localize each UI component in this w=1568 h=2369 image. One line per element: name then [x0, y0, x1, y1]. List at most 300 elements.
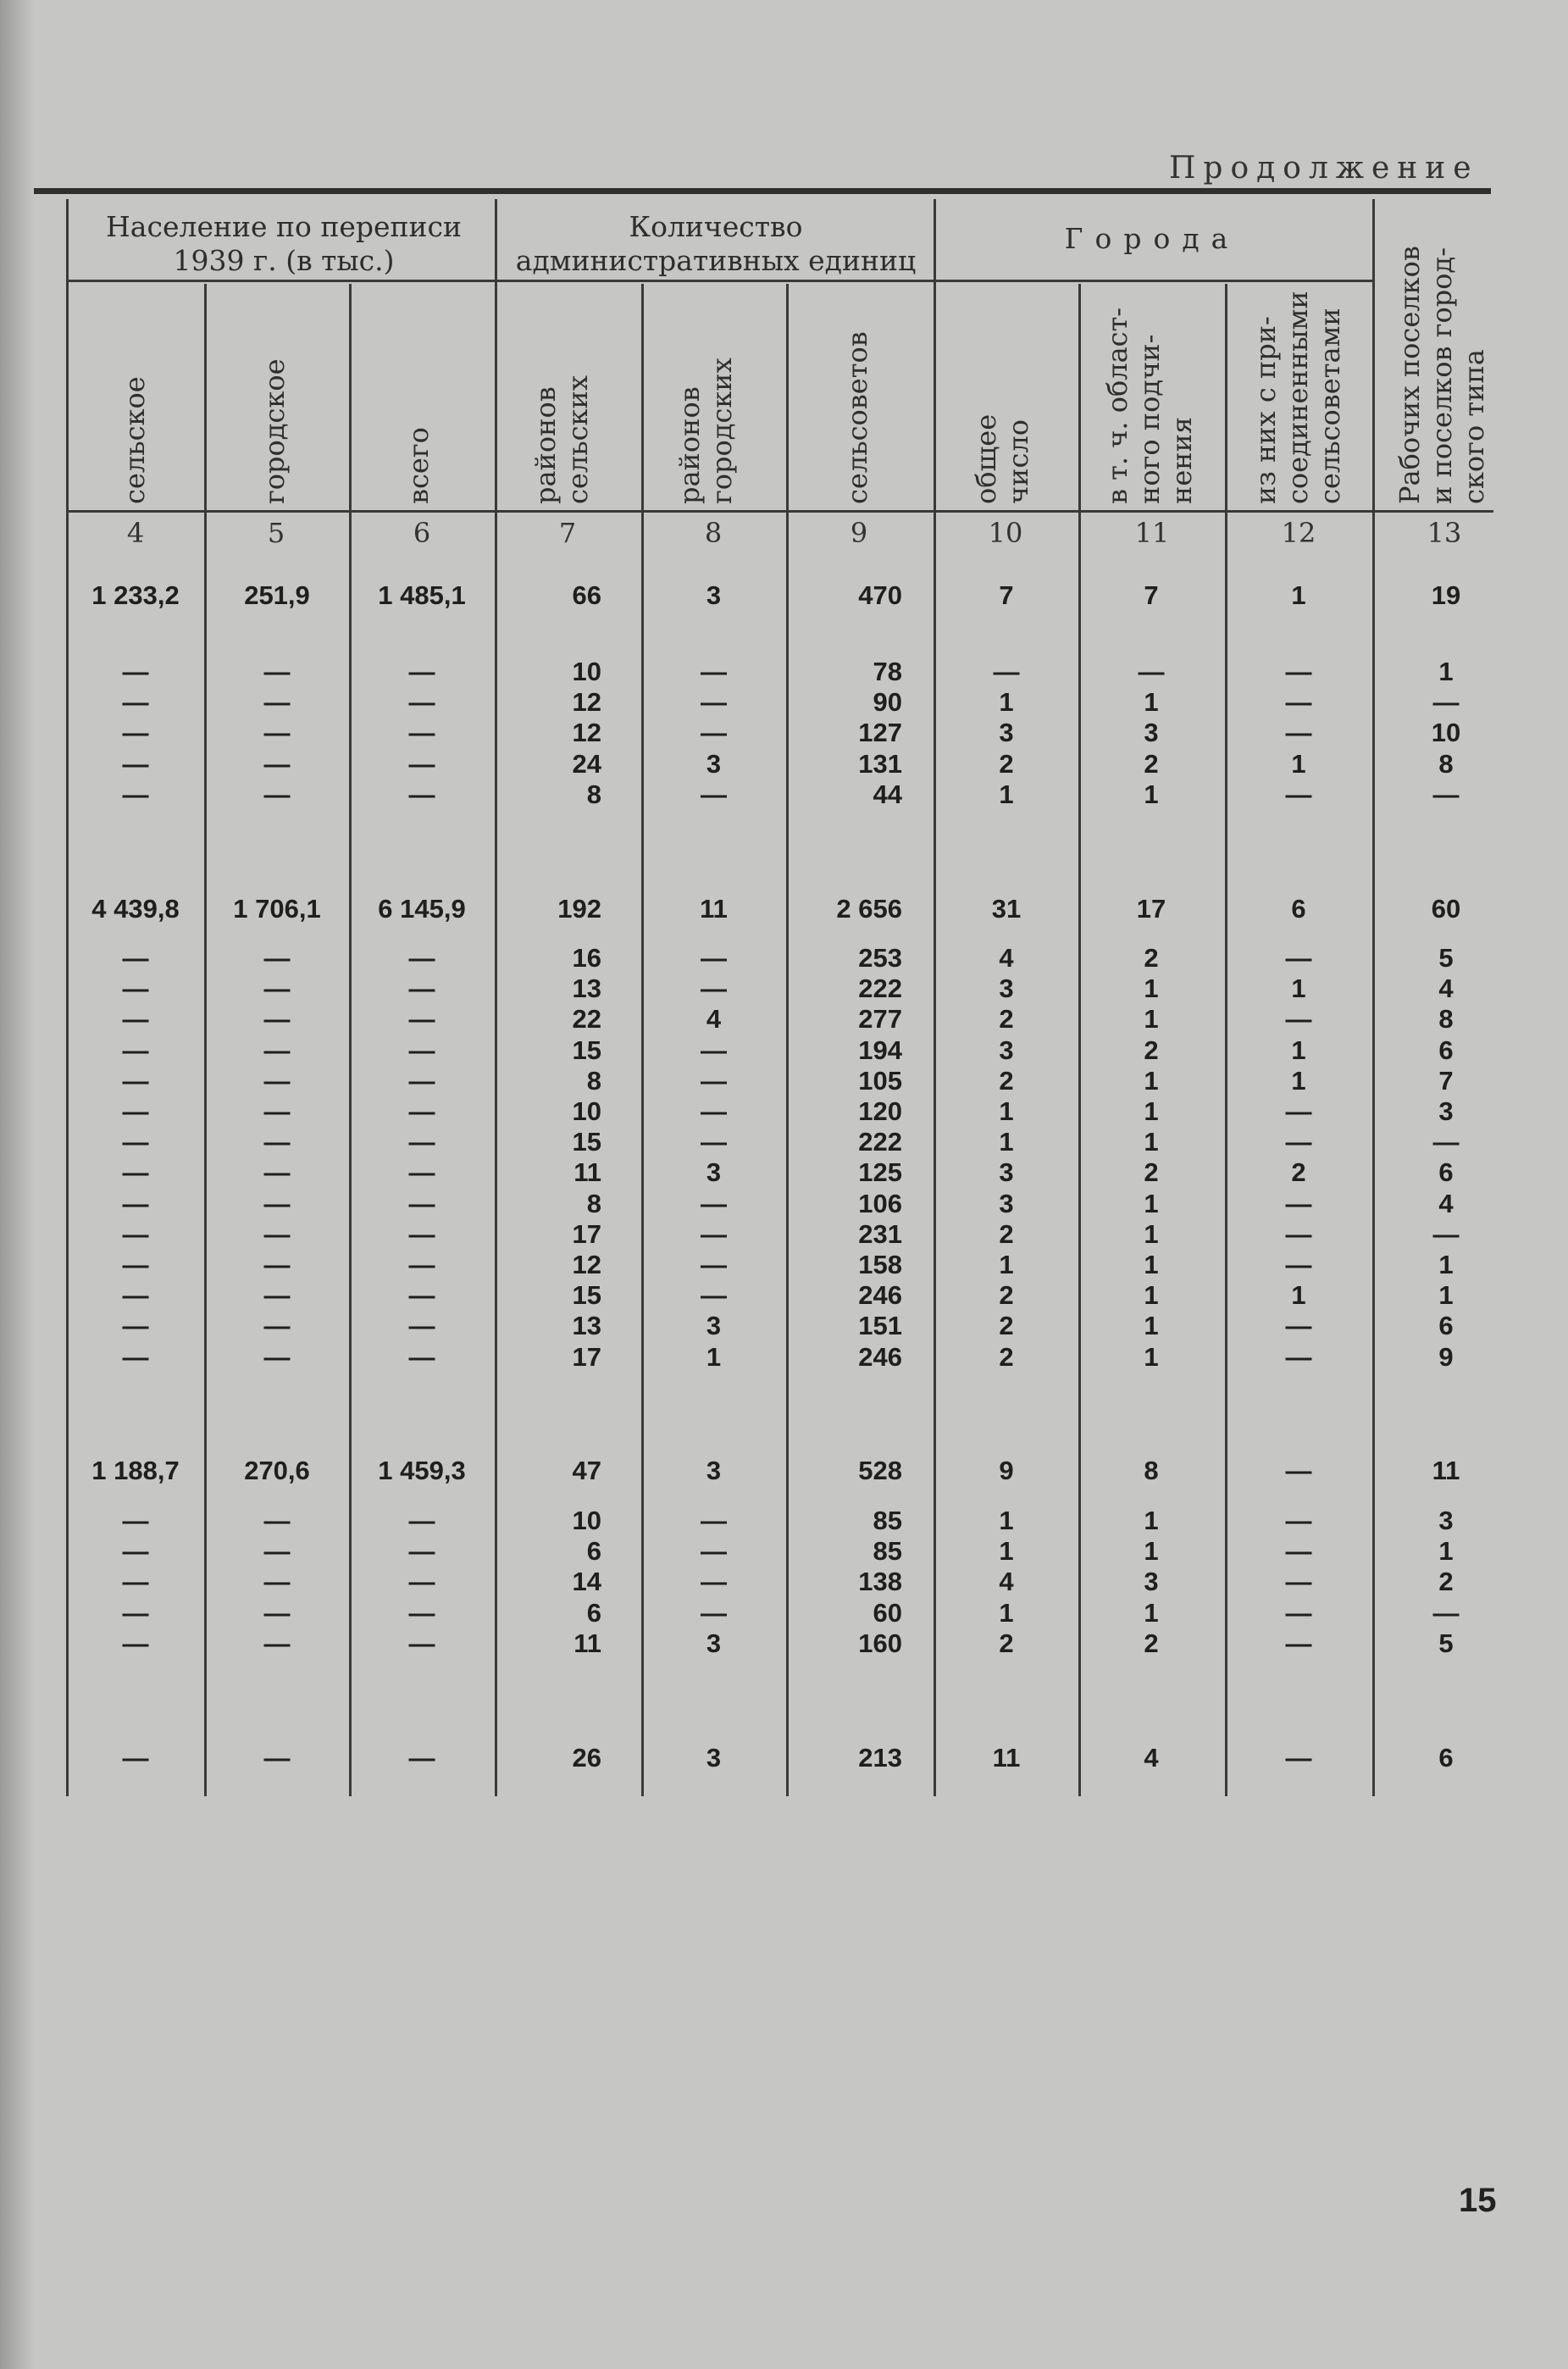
block-1-row-12-cell-col-11: 1: [1144, 1311, 1159, 1341]
block-1-row-12-cell-col-10: 2: [999, 1311, 1014, 1341]
col-header-12: из них с при- соединенными сельсоветами: [1249, 291, 1346, 504]
block-0-row-1-cell-col-8: —: [701, 687, 727, 718]
block-1-row-1-cell-col-13: 4: [1438, 974, 1454, 1004]
block-1-row-5-cell-col-5: —: [263, 1096, 291, 1126]
block-2-row-1-cell-col-7: 6: [586, 1536, 601, 1567]
block-2-total-cell-col-7: 47: [572, 1456, 601, 1485]
block-1-row-0-cell-col-8: —: [701, 943, 727, 973]
block-0-row-3-cell-col-13: 8: [1438, 748, 1454, 779]
block-1-row-11-cell-col-5: —: [263, 1280, 291, 1311]
block-1-row-4-cell-col-12: 1: [1291, 1065, 1306, 1096]
block-2-row-3-cell-col-8: —: [701, 1597, 727, 1628]
block-1-row-1-cell-col-8: —: [701, 974, 727, 1004]
block-0-row-0-cell-col-8: —: [701, 657, 727, 686]
block-1-row-9-cell-col-5: —: [263, 1218, 291, 1249]
block-1-row-9-cell-col-10: 2: [999, 1218, 1014, 1249]
block-2-total-cell-col-13: 11: [1432, 1456, 1460, 1485]
block-1-row-4-cell-col-13: 7: [1438, 1065, 1454, 1096]
col-num-7: 7: [558, 517, 577, 549]
block-1-row-9-cell-col-9: 231: [858, 1218, 902, 1249]
block-0-row-4-cell-col-11: 1: [1144, 779, 1159, 809]
block-1-row-9-cell-col-11: 1: [1144, 1218, 1159, 1249]
block-1-row-13-cell-col-6: —: [408, 1341, 435, 1372]
block-2-row-4-cell-col-8: 3: [706, 1628, 722, 1658]
block-2-row-4-cell-col-7: 11: [573, 1628, 601, 1658]
block-1-row-0-cell-col-4: —: [122, 943, 149, 973]
block-1-row-11-cell-col-13: 1: [1438, 1280, 1454, 1311]
block-2-row-2-cell-col-6: —: [408, 1567, 435, 1597]
block-2-row-0-cell-col-11: 1: [1144, 1506, 1159, 1535]
block-1-row-6-cell-col-4: —: [122, 1127, 149, 1157]
block-0-row-3-cell-col-9: 131: [858, 748, 902, 779]
block-1-total-cell-col-9: 2 656: [836, 894, 902, 924]
block-1-row-4-cell-col-11: 1: [1144, 1065, 1159, 1096]
block-0-total-cell-col-10: 7: [999, 580, 1014, 610]
block-1-row-6-cell-col-8: —: [701, 1127, 727, 1157]
block-1-row-0-cell-col-13: 5: [1438, 943, 1454, 973]
block-1-row-11-cell-col-7: 15: [572, 1280, 601, 1311]
block-1-row-4-cell-col-9: 105: [858, 1065, 902, 1096]
block-2-row-3-cell-col-7: 6: [586, 1597, 601, 1628]
page-edge-shadow: [0, 0, 34, 2369]
block-1-row-9-cell-col-8: —: [701, 1218, 727, 1249]
col-header-7: районов сельских: [529, 375, 594, 504]
block-1-row-2-cell-col-9: 277: [858, 1004, 902, 1035]
block-1-row-5-cell-col-7: 10: [572, 1096, 601, 1126]
block-0-row-3-cell-col-10: 2: [999, 748, 1014, 779]
block-2-row-1-cell-col-4: —: [122, 1536, 149, 1567]
block-2-row-2-cell-col-4: —: [122, 1567, 149, 1597]
block-3-total-cell-col-7: 26: [572, 1743, 601, 1773]
col-num-9: 9: [850, 517, 868, 549]
block-1-row-4-cell-col-5: —: [263, 1065, 291, 1096]
block-1-row-8-cell-col-7: 8: [586, 1188, 601, 1218]
block-2-row-0-cell-col-9: 85: [873, 1506, 902, 1535]
block-2-row-0-cell-col-5: —: [263, 1506, 291, 1535]
block-2-row-0-cell-col-13: 3: [1438, 1506, 1454, 1535]
block-1-row-9-cell-col-7: 17: [572, 1218, 601, 1249]
block-0-row-4-cell-col-8: —: [701, 779, 727, 809]
block-1-row-7-cell-col-13: 6: [1438, 1157, 1454, 1188]
block-1-row-5-cell-col-10: 1: [999, 1096, 1014, 1126]
block-1-total-cell-col-13: 60: [1431, 894, 1461, 924]
block-3-total-cell-col-9: 213: [858, 1743, 902, 1773]
block-1-row-13-cell-col-5: —: [263, 1341, 291, 1372]
block-0-row-2-cell-col-12: —: [1285, 718, 1312, 748]
block-1-row-10-cell-col-4: —: [122, 1250, 149, 1279]
block-1-row-7-cell-col-7: 11: [573, 1157, 601, 1188]
block-1-row-12-cell-col-5: —: [263, 1311, 291, 1341]
block-1-row-3-cell-col-9: 194: [858, 1035, 902, 1065]
block-2-row-4-cell-col-12: —: [1285, 1628, 1312, 1658]
block-1-row-12-cell-col-13: 6: [1438, 1311, 1454, 1341]
header-bottom-rule: [66, 510, 1493, 513]
block-1-row-9-cell-col-6: —: [408, 1218, 435, 1249]
block-2-row-4-cell-col-4: —: [122, 1628, 149, 1658]
col-header-8: районов городских: [673, 358, 738, 504]
block-3-total-cell-col-10: 11: [992, 1743, 1021, 1773]
block-2-row-3-cell-col-12: —: [1285, 1597, 1312, 1628]
col-header-10: общее число: [970, 413, 1034, 504]
block-1-row-3-cell-col-12: 1: [1291, 1035, 1306, 1065]
block-1-row-12-cell-col-12: —: [1285, 1311, 1312, 1341]
block-1-row-13-cell-col-7: 17: [572, 1341, 601, 1372]
block-1-row-5-cell-col-4: —: [122, 1096, 149, 1126]
block-2-total-cell-col-9: 528: [858, 1456, 902, 1485]
block-0-row-1-cell-col-7: 12: [572, 687, 601, 718]
block-1-row-8-cell-col-6: —: [408, 1188, 435, 1218]
col-num-13: 13: [1427, 517, 1462, 549]
block-2-row-0-cell-col-10: 1: [999, 1506, 1014, 1535]
block-1-row-6-cell-col-11: 1: [1144, 1127, 1159, 1157]
block-0-row-2-cell-col-9: 127: [858, 718, 902, 748]
group-title-admin: Количество административных единиц: [515, 210, 917, 277]
block-1-row-7-cell-col-10: 3: [999, 1157, 1014, 1188]
block-1-row-1-cell-col-7: 13: [572, 974, 601, 1004]
block-2-row-2-cell-col-5: —: [263, 1567, 291, 1597]
block-1-row-11-cell-col-9: 246: [858, 1280, 902, 1311]
block-2-row-3-cell-col-11: 1: [1144, 1597, 1159, 1628]
block-1-row-8-cell-col-9: 106: [858, 1188, 902, 1218]
block-0-row-4-cell-col-6: —: [408, 779, 435, 809]
block-1-row-1-cell-col-4: —: [122, 974, 149, 1004]
col-header-6: всего: [402, 427, 435, 504]
block-1-row-0-cell-col-11: 2: [1144, 943, 1159, 973]
block-2-row-2-cell-col-7: 14: [572, 1567, 601, 1597]
block-2-row-4-cell-col-11: 2: [1144, 1628, 1159, 1658]
block-1-row-8-cell-col-12: —: [1285, 1188, 1312, 1218]
block-1-row-2-cell-col-8: 4: [706, 1004, 722, 1035]
block-2-row-4-cell-col-10: 2: [999, 1628, 1014, 1658]
block-0-total-cell-col-5: 251,9: [244, 580, 310, 610]
block-2-row-1-cell-col-12: —: [1285, 1536, 1312, 1567]
block-2-row-2-cell-col-8: —: [701, 1567, 727, 1597]
block-1-row-6-cell-col-6: —: [408, 1127, 435, 1157]
block-0-row-3-cell-col-4: —: [122, 748, 149, 779]
block-1-total-cell-col-6: 6 145,9: [378, 894, 466, 924]
block-2-row-1-cell-col-6: —: [408, 1536, 435, 1567]
block-0-row-1-cell-col-5: —: [263, 687, 291, 718]
block-1-row-4-cell-col-6: —: [408, 1065, 435, 1096]
block-1-row-1-cell-col-12: 1: [1291, 974, 1306, 1004]
page-number: 15: [1459, 2182, 1497, 2219]
block-0-row-1-cell-col-12: —: [1285, 687, 1312, 718]
block-1-row-5-cell-col-9: 120: [858, 1096, 902, 1126]
block-1-row-10-cell-col-7: 12: [572, 1250, 601, 1279]
block-1-row-0-cell-col-7: 16: [572, 943, 601, 973]
block-1-row-8-cell-col-13: 4: [1438, 1188, 1454, 1218]
block-1-row-7-cell-col-12: 2: [1291, 1157, 1306, 1188]
block-1-row-9-cell-col-4: —: [122, 1218, 149, 1249]
block-1-row-8-cell-col-4: —: [122, 1188, 149, 1218]
block-1-row-4-cell-col-10: 2: [999, 1065, 1014, 1096]
block-0-row-0-cell-col-5: —: [263, 657, 291, 686]
block-0-total-cell-col-4: 1 233,2: [91, 580, 180, 610]
block-0-total-cell-col-8: 3: [706, 580, 722, 610]
block-0-row-2-cell-col-4: —: [122, 718, 149, 748]
block-1-row-10-cell-col-6: —: [408, 1250, 435, 1279]
block-1-row-6-cell-col-9: 222: [858, 1127, 902, 1157]
block-1-row-12-cell-col-9: 151: [858, 1311, 902, 1341]
block-2-total-cell-col-11: 8: [1144, 1456, 1159, 1485]
block-1-row-12-cell-col-4: —: [122, 1311, 149, 1341]
group-rule-admin: [495, 280, 934, 282]
block-1-row-8-cell-col-5: —: [263, 1188, 291, 1218]
block-1-row-5-cell-col-12: —: [1285, 1096, 1312, 1126]
block-1-row-11-cell-col-11: 1: [1144, 1280, 1159, 1311]
col-header-9: сельсоветов: [841, 331, 873, 504]
block-0-row-4-cell-col-12: —: [1285, 779, 1312, 809]
block-0-total-cell-col-13: 19: [1431, 580, 1461, 610]
block-2-row-0-cell-col-7: 10: [572, 1506, 601, 1535]
block-1-row-10-cell-col-9: 158: [858, 1250, 902, 1279]
block-1-row-0-cell-col-10: 4: [999, 943, 1014, 973]
col-num-11: 11: [1134, 517, 1170, 549]
block-1-row-2-cell-col-13: 8: [1438, 1004, 1454, 1035]
block-1-row-3-cell-col-8: —: [701, 1035, 727, 1065]
block-3-total-cell-col-11: 4: [1144, 1743, 1159, 1773]
block-0-row-2-cell-col-13: 10: [1431, 718, 1461, 748]
block-0-row-0-cell-col-12: —: [1285, 657, 1312, 686]
col-header-5: городское: [258, 358, 291, 504]
block-1-row-2-cell-col-7: 22: [572, 1004, 601, 1035]
block-1-row-8-cell-col-11: 1: [1144, 1188, 1159, 1218]
block-1-row-5-cell-col-11: 1: [1144, 1096, 1159, 1126]
block-0-row-2-cell-col-11: 3: [1144, 718, 1159, 748]
block-0-row-4-cell-col-10: 1: [999, 779, 1014, 809]
block-1-row-8-cell-col-10: 3: [999, 1188, 1014, 1218]
continuation-label: Продолжение: [1169, 151, 1479, 186]
table-top-rule: [34, 188, 1491, 194]
block-1-row-7-cell-col-11: 2: [1144, 1157, 1159, 1188]
block-2-row-0-cell-col-4: —: [122, 1506, 149, 1535]
block-1-row-2-cell-col-6: —: [408, 1004, 435, 1035]
block-1-row-2-cell-col-4: —: [122, 1004, 149, 1035]
block-1-row-0-cell-col-12: —: [1285, 943, 1312, 973]
block-2-row-3-cell-col-6: —: [408, 1597, 435, 1628]
block-1-row-4-cell-col-8: —: [701, 1065, 727, 1096]
block-1-row-11-cell-col-4: —: [122, 1280, 149, 1311]
block-1-row-5-cell-col-6: —: [408, 1096, 435, 1126]
block-2-row-0-cell-col-12: —: [1285, 1506, 1312, 1535]
block-2-total-cell-col-10: 9: [999, 1456, 1014, 1485]
block-3-total-cell-col-6: —: [408, 1743, 435, 1773]
block-1-row-10-cell-col-10: 1: [999, 1250, 1014, 1279]
block-2-row-1-cell-col-9: 85: [873, 1536, 902, 1567]
block-0-row-1-cell-col-10: 1: [999, 687, 1014, 718]
block-1-row-1-cell-col-10: 3: [999, 974, 1014, 1004]
block-1-row-12-cell-col-6: —: [408, 1311, 435, 1341]
group-title-population: Население по переписи 1939 г. (в тыс.): [106, 210, 462, 277]
block-0-row-1-cell-col-4: —: [122, 687, 149, 718]
block-2-row-1-cell-col-10: 1: [999, 1536, 1014, 1567]
block-0-row-1-cell-col-11: 1: [1144, 687, 1159, 718]
block-0-row-2-cell-col-6: —: [408, 718, 435, 748]
block-3-total-cell-col-8: 3: [706, 1743, 722, 1773]
block-1-row-7-cell-col-6: —: [408, 1157, 435, 1188]
block-1-row-8-cell-col-8: —: [701, 1188, 727, 1218]
block-1-row-13-cell-col-4: —: [122, 1341, 149, 1372]
block-0-row-2-cell-col-10: 3: [999, 718, 1014, 748]
block-1-row-7-cell-col-9: 125: [858, 1157, 902, 1188]
col-header-11: в т. ч. област- ного подчи- нения: [1101, 307, 1198, 504]
block-0-row-2-cell-col-5: —: [263, 718, 291, 748]
block-1-row-7-cell-col-8: 3: [706, 1157, 722, 1188]
block-0-row-4-cell-col-13: —: [1432, 779, 1460, 809]
block-3-total-cell-col-12: —: [1285, 1743, 1312, 1773]
block-1-row-11-cell-col-10: 2: [999, 1280, 1014, 1311]
block-1-row-11-cell-col-12: 1: [1291, 1280, 1306, 1311]
block-2-row-1-cell-col-13: 1: [1438, 1536, 1454, 1567]
block-1-row-12-cell-col-8: 3: [706, 1311, 722, 1341]
block-1-total-cell-col-7: 192: [557, 894, 601, 924]
col-num-8: 8: [704, 517, 723, 549]
block-1-row-1-cell-col-9: 222: [858, 974, 902, 1004]
block-2-row-0-cell-col-6: —: [408, 1506, 435, 1535]
col-header-13: Рабочих поселков и поселков город- ского типа: [1393, 246, 1490, 504]
block-1-row-10-cell-col-11: 1: [1144, 1250, 1159, 1279]
block-0-row-1-cell-col-6: —: [408, 687, 435, 718]
block-0-row-4-cell-col-9: 44: [873, 779, 902, 809]
block-1-row-5-cell-col-8: —: [701, 1096, 727, 1126]
block-2-row-0-cell-col-8: —: [701, 1506, 727, 1535]
block-1-row-9-cell-col-13: —: [1432, 1218, 1460, 1249]
block-1-row-12-cell-col-7: 13: [572, 1311, 601, 1341]
block-1-row-5-cell-col-13: 3: [1438, 1096, 1454, 1126]
block-2-row-4-cell-col-6: —: [408, 1628, 435, 1658]
block-1-row-10-cell-col-13: 1: [1438, 1250, 1454, 1279]
block-0-row-4-cell-col-4: —: [122, 779, 149, 809]
block-1-row-1-cell-col-11: 1: [1144, 974, 1159, 1004]
block-1-row-2-cell-col-10: 2: [999, 1004, 1014, 1035]
block-0-row-0-cell-col-13: 1: [1438, 657, 1454, 686]
block-1-total-cell-col-10: 31: [991, 894, 1022, 924]
block-2-total-cell-col-5: 270,6: [244, 1456, 310, 1485]
block-0-row-2-cell-col-7: 12: [572, 718, 601, 748]
col-num-10: 10: [988, 517, 1023, 549]
block-1-row-13-cell-col-10: 2: [999, 1341, 1014, 1372]
block-0-row-3-cell-col-5: —: [263, 748, 291, 779]
block-1-row-3-cell-col-4: —: [122, 1035, 149, 1065]
block-1-row-6-cell-col-10: 1: [999, 1127, 1014, 1157]
block-2-row-2-cell-col-13: 2: [1438, 1567, 1454, 1597]
block-0-row-0-cell-col-11: —: [1138, 657, 1165, 686]
col-num-5: 5: [267, 517, 285, 549]
block-1-row-3-cell-col-13: 6: [1438, 1035, 1454, 1065]
block-1-row-2-cell-col-11: 1: [1144, 1004, 1159, 1035]
block-1-row-1-cell-col-5: —: [263, 974, 291, 1004]
col-num-4: 4: [126, 517, 145, 549]
block-1-row-3-cell-col-10: 3: [999, 1035, 1014, 1065]
block-1-row-10-cell-col-8: —: [701, 1250, 727, 1279]
block-1-row-4-cell-col-7: 8: [586, 1065, 601, 1096]
block-2-row-4-cell-col-13: 5: [1438, 1628, 1454, 1658]
block-2-row-2-cell-col-9: 138: [858, 1567, 902, 1597]
block-1-row-0-cell-col-9: 253: [858, 943, 902, 973]
block-1-row-3-cell-col-6: —: [408, 1035, 435, 1065]
block-0-total-cell-col-11: 7: [1144, 580, 1159, 610]
block-0-row-3-cell-col-7: 24: [572, 748, 601, 779]
block-2-row-3-cell-col-13: —: [1432, 1597, 1460, 1628]
block-1-total-cell-col-12: 6: [1291, 894, 1306, 924]
block-1-row-2-cell-col-5: —: [263, 1004, 291, 1035]
block-0-row-4-cell-col-5: —: [263, 779, 291, 809]
block-2-row-3-cell-col-9: 60: [873, 1597, 902, 1628]
block-1-row-11-cell-col-6: —: [408, 1280, 435, 1311]
block-1-row-0-cell-col-6: —: [408, 943, 435, 973]
block-0-row-1-cell-col-9: 90: [873, 687, 902, 718]
block-2-row-1-cell-col-8: —: [701, 1536, 727, 1567]
block-1-row-10-cell-col-5: —: [263, 1250, 291, 1279]
block-1-row-7-cell-col-4: —: [122, 1157, 149, 1188]
block-1-row-6-cell-col-5: —: [263, 1127, 291, 1157]
block-2-row-2-cell-col-11: 3: [1144, 1567, 1159, 1597]
block-0-row-3-cell-col-8: 3: [706, 748, 722, 779]
block-1-row-4-cell-col-4: —: [122, 1065, 149, 1096]
block-0-total-cell-col-9: 470: [858, 580, 902, 610]
block-0-row-0-cell-col-6: —: [408, 657, 435, 686]
block-0-row-0-cell-col-9: 78: [873, 657, 902, 686]
block-0-row-0-cell-col-7: 10: [572, 657, 601, 686]
block-2-row-3-cell-col-4: —: [122, 1597, 149, 1628]
col-header-4: сельское: [119, 376, 151, 504]
block-1-row-6-cell-col-13: —: [1432, 1127, 1460, 1157]
block-2-row-3-cell-col-10: 1: [999, 1597, 1014, 1628]
block-0-total-cell-col-6: 1 485,1: [378, 580, 466, 610]
col-num-6: 6: [413, 517, 431, 549]
block-1-row-10-cell-col-12: —: [1285, 1250, 1312, 1279]
block-0-row-0-cell-col-4: —: [122, 657, 149, 686]
block-1-row-3-cell-col-11: 2: [1144, 1035, 1159, 1065]
col-num-12: 12: [1281, 517, 1316, 549]
block-0-total-cell-col-7: 66: [572, 580, 601, 610]
block-3-total-cell-col-4: —: [122, 1743, 149, 1773]
block-1-row-1-cell-col-6: —: [408, 974, 435, 1004]
block-1-total-cell-col-4: 4 439,8: [91, 894, 180, 924]
block-1-row-13-cell-col-11: 1: [1144, 1341, 1159, 1372]
block-0-row-1-cell-col-13: —: [1432, 687, 1460, 718]
block-1-total-cell-col-11: 17: [1136, 894, 1166, 924]
group-title-cities: Города: [1064, 222, 1240, 255]
block-2-total-cell-col-8: 3: [706, 1456, 722, 1485]
block-0-row-0-cell-col-10: —: [993, 657, 1020, 686]
block-0-row-3-cell-col-6: —: [408, 748, 435, 779]
block-2-total-cell-col-4: 1 188,7: [91, 1456, 180, 1485]
block-1-row-3-cell-col-7: 15: [572, 1035, 601, 1065]
block-1-row-13-cell-col-13: 9: [1438, 1341, 1454, 1372]
block-2-row-1-cell-col-11: 1: [1144, 1536, 1159, 1567]
block-3-total-cell-col-13: 6: [1438, 1743, 1454, 1773]
block-1-row-13-cell-col-8: 1: [706, 1341, 722, 1372]
block-2-row-2-cell-col-10: 4: [999, 1567, 1014, 1597]
block-0-row-3-cell-col-11: 2: [1144, 748, 1159, 779]
block-1-row-11-cell-col-8: —: [701, 1280, 727, 1311]
block-3-total-cell-col-5: —: [263, 1743, 291, 1773]
block-2-row-4-cell-col-5: —: [263, 1628, 291, 1658]
block-1-row-0-cell-col-5: —: [263, 943, 291, 973]
block-1-row-6-cell-col-12: —: [1285, 1127, 1312, 1157]
block-0-row-2-cell-col-8: —: [701, 718, 727, 748]
block-1-row-7-cell-col-5: —: [263, 1157, 291, 1188]
block-2-row-3-cell-col-5: —: [263, 1597, 291, 1628]
block-0-row-3-cell-col-12: 1: [1291, 748, 1306, 779]
group-rule-population: [66, 280, 495, 282]
block-1-row-2-cell-col-12: —: [1285, 1004, 1312, 1035]
block-2-row-4-cell-col-9: 160: [858, 1628, 902, 1658]
block-1-row-3-cell-col-5: —: [263, 1035, 291, 1065]
block-1-row-13-cell-col-12: —: [1285, 1341, 1312, 1372]
block-2-total-cell-col-6: 1 459,3: [378, 1456, 466, 1485]
